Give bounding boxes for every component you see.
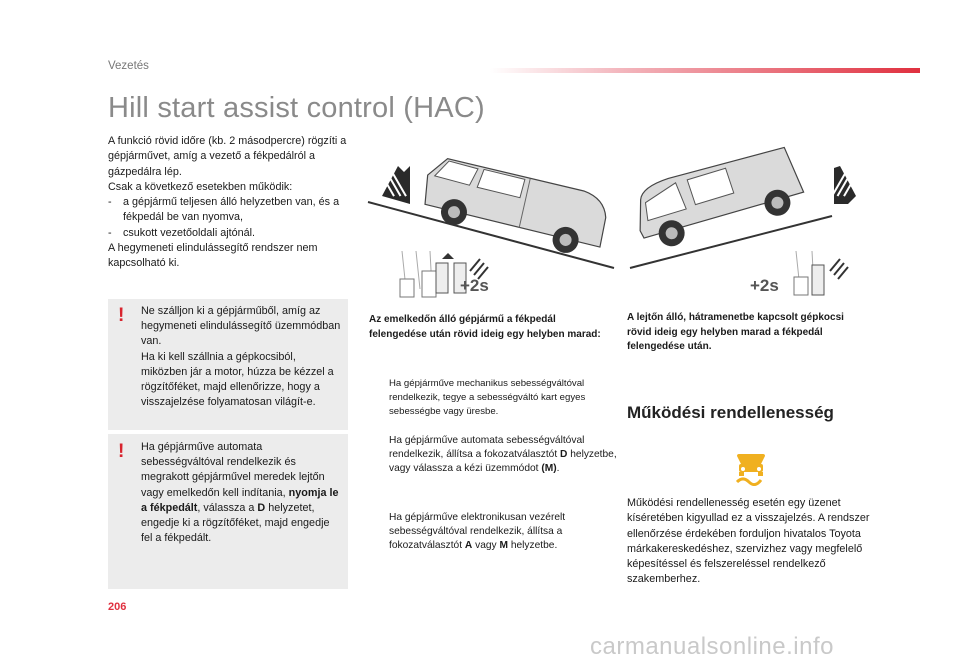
list-run: Ha gépjárműve automata sebességváltóval rendelkezik, állítsa a fokozatválasztót [389, 435, 585, 460]
warning-exclamation-icon: ! [118, 305, 125, 326]
list-run: helyzetbe. [510, 540, 558, 551]
malfunction-heading: Működési rendellenesség [627, 403, 834, 422]
list-run: helyzetbe, vagy válassza a kézi üzemmódot [389, 449, 617, 474]
warning-text [141, 304, 341, 410]
list-run: vagy [475, 540, 497, 551]
page-title: Hill start assist control (HAC) [108, 92, 485, 124]
downhill-van-illustration [622, 146, 877, 304]
list-dash: - [108, 196, 112, 209]
uphill-van-illustration [364, 146, 619, 304]
warning-text [141, 440, 341, 546]
intro-list-item [108, 226, 353, 241]
malfunction-text: Működési rendellenesség esetén egy üzenet kíséretében kigyullad ez a visszajelzés. A rendszer ellenőrzése érdekében forduljon hivatalos Toyota márkakereskedéshez, szervizhez vagy megfelelő képesítéssel és felszereléssel rendelkező szakemberhez. [627, 497, 870, 586]
pedal-icon [400, 251, 454, 297]
slope-arrow-icon [831, 166, 859, 204]
warning-run: , válassza a [197, 501, 255, 514]
list-item [369, 434, 619, 494]
warning-paragraph: Ha ki kell szállnia a gépkocsiból, miközben jár a motor, húzza be kézzel a rögzítőféket, majd ellenőrizze, hogy a visszajelzése folyamatosan világít-e. [141, 350, 334, 409]
warning-bold-run: nyomja le a fékpedált [141, 486, 339, 514]
van-downhill [629, 146, 809, 253]
list-bold-run: (M) [541, 463, 557, 474]
section-label: Vezetés [108, 60, 149, 72]
warning-bold-run: D [257, 501, 266, 514]
intro-note: A hegymeneti elindulássegítő rendszer nem kapcsolható ki. [108, 242, 318, 270]
list-run: . [556, 463, 560, 474]
warning-run: Ha gépjárműve automata sebességváltóval rendelkezik és megrakott gépjárművel meredek lejtőn vagy emelkedőn kell indítania, [141, 441, 325, 499]
van-uphill [417, 151, 613, 264]
warning-paragraph: Ne szálljon ki a gépjárműből, amíg az hegymeneti elindulássegítő üzemmódban van. [141, 305, 341, 348]
hill-assist-warning-icon [733, 452, 769, 486]
downhill-caption: A lejtőn álló, hátramenetbe kapcsolt gépkocsi rövid ideig egy helyben marad a fékpedál felengedése után. [627, 312, 844, 352]
slope-arrow-icon [379, 166, 410, 204]
warning-box [108, 299, 348, 430]
list-bold-run: M [499, 540, 508, 551]
list-bold-run: A [464, 540, 473, 551]
list-item-text: a gépjármű teljesen álló helyzetben van, és a fékpedál be van nyomva, [123, 196, 340, 224]
list-item [369, 511, 619, 561]
pedal-icon [794, 251, 848, 295]
uphill-caption: Az emelkedőn álló gépjármű a fékpedál felengedése után rövid ideig egy helyben marad: [369, 314, 601, 340]
hold-time-badge: +2s [750, 276, 779, 295]
list-bold-run: D [560, 449, 568, 460]
intro-paragraph: A funkció rövid időre (kb. 2 másodpercre) rögzíti a gépjárművet, amíg a vezető a fékpedálról a gázpedálra lép. [108, 135, 347, 178]
list-item [369, 377, 619, 427]
list-item-text: csukott vezetőoldali ajtónál. [123, 226, 256, 239]
intro-condition-heading: Csak a következő esetekben működik: [108, 180, 293, 193]
warning-exclamation-icon: ! [118, 441, 125, 462]
warning-run: helyzetet, engedje ki a rögzítőféket, majd engedje fel a fékpedált. [141, 501, 330, 545]
list-item-text [389, 511, 619, 553]
watermark: carmanualsonline.info [590, 633, 834, 660]
intro-text [108, 134, 353, 272]
warning-paragraph [141, 440, 341, 546]
list-item-text [389, 434, 619, 476]
list-item-text: Ha gépjárműve mechanikus sebességváltóval rendelkezik, tegye a sebességváltó kart egyes sebességbe vagy üresbe. [389, 378, 586, 417]
list-dash: - [108, 226, 112, 239]
hold-time-badge: +2s [460, 276, 489, 295]
list-run: Ha gépjárműve elektronikusan vezérelt sebességváltóval rendelkezik, állítsa a fokozatválasztót [389, 512, 566, 551]
page-number: 206 [108, 601, 127, 613]
header-accent-bar [490, 68, 920, 73]
intro-list-item [108, 195, 353, 226]
warning-box [108, 434, 348, 589]
